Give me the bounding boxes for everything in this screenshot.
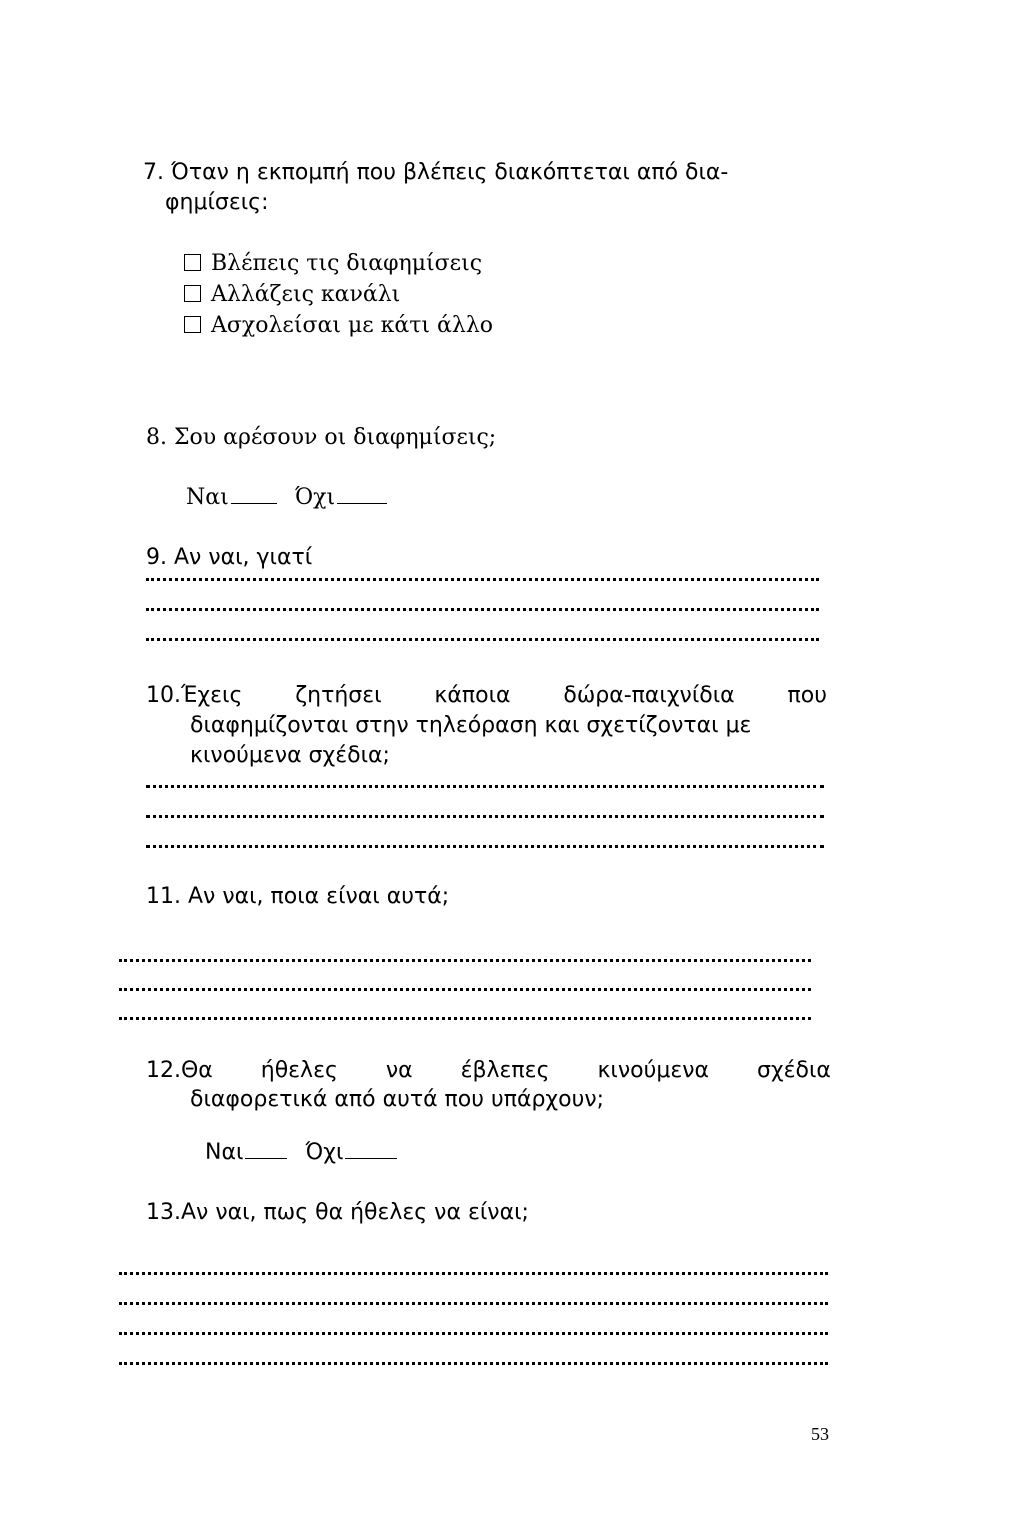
no-blank[interactable] bbox=[337, 485, 387, 504]
answer-line[interactable] bbox=[146, 578, 819, 581]
word: 12.Θα bbox=[146, 1058, 213, 1083]
question-12-answer-row bbox=[205, 1138, 415, 1168]
no-blank[interactable] bbox=[345, 1140, 397, 1159]
word: 10.Έχεις bbox=[146, 683, 243, 708]
checkbox-icon[interactable] bbox=[184, 316, 201, 333]
question-10-line-3: κινούμενα σχέδια; bbox=[190, 743, 390, 768]
option-label: Βλέπεις τις διαφημίσεις bbox=[211, 251, 483, 276]
question-10-line-2: διαφημίζονται στην τηλεόραση και σχετίζονται με bbox=[190, 713, 752, 738]
option-change-channel[interactable] bbox=[184, 280, 400, 310]
checkbox-icon[interactable] bbox=[184, 254, 201, 271]
option-label: Ασχολείσαι με κάτι άλλο bbox=[211, 313, 494, 338]
question-12-line-1 bbox=[146, 1056, 831, 1086]
yes-label: Ναι bbox=[205, 1140, 244, 1165]
yes-blank[interactable] bbox=[231, 485, 277, 504]
answer-line[interactable] bbox=[146, 608, 819, 611]
question-12-line-2: διαφορετικά από αυτά που υπάρχουν; bbox=[190, 1087, 605, 1112]
question-13: 13.Αν ναι, πως θα ήθελες να είναι; bbox=[146, 1200, 529, 1225]
question-7-line-1: 7. Όταν η εκπομπή που βλέπεις διακόπτεται από δια- bbox=[143, 160, 729, 185]
word: που bbox=[787, 683, 827, 708]
word: κάποια bbox=[434, 683, 511, 708]
word: ζητήσει bbox=[295, 683, 382, 708]
page-number: 53 bbox=[811, 1424, 829, 1444]
answer-line[interactable] bbox=[146, 815, 824, 818]
answer-line[interactable] bbox=[146, 845, 824, 848]
option-label: Αλλάζεις κανάλι bbox=[211, 282, 401, 307]
answer-line[interactable] bbox=[119, 1362, 828, 1365]
yes-blank[interactable] bbox=[245, 1140, 287, 1159]
option-watch-ads[interactable] bbox=[184, 249, 482, 279]
word: ήθελες bbox=[260, 1058, 338, 1083]
answer-line[interactable] bbox=[119, 1017, 811, 1020]
word: σχέδια bbox=[756, 1058, 831, 1083]
question-10-line-1 bbox=[146, 681, 827, 711]
word: να bbox=[385, 1058, 413, 1083]
answer-line[interactable] bbox=[146, 638, 819, 641]
checkbox-icon[interactable] bbox=[184, 285, 201, 302]
no-label: Όχι bbox=[305, 1140, 344, 1165]
answer-line[interactable] bbox=[119, 959, 811, 962]
word: έβλεπες bbox=[460, 1058, 550, 1083]
answer-line[interactable] bbox=[119, 988, 811, 991]
question-7-line-2: φημίσεις: bbox=[165, 190, 269, 215]
question-8: 8. Σου αρέσουν οι διαφημίσεις; bbox=[146, 425, 497, 450]
word: κινούμενα bbox=[597, 1058, 710, 1083]
question-8-answer-row bbox=[186, 483, 405, 513]
no-label: Όχι bbox=[294, 485, 336, 510]
answer-line[interactable] bbox=[146, 785, 824, 788]
answer-line[interactable] bbox=[119, 1332, 828, 1335]
question-9: 9. Αν ναι, γιατί bbox=[146, 545, 313, 570]
option-do-something-else[interactable] bbox=[184, 311, 493, 341]
answer-line[interactable] bbox=[119, 1272, 828, 1275]
answer-line[interactable] bbox=[119, 1302, 828, 1305]
question-11: 11. Αν ναι, ποια είναι αυτά; bbox=[146, 884, 450, 909]
yes-label: Ναι bbox=[186, 485, 229, 510]
word: δώρα-παιχνίδια bbox=[563, 683, 735, 708]
